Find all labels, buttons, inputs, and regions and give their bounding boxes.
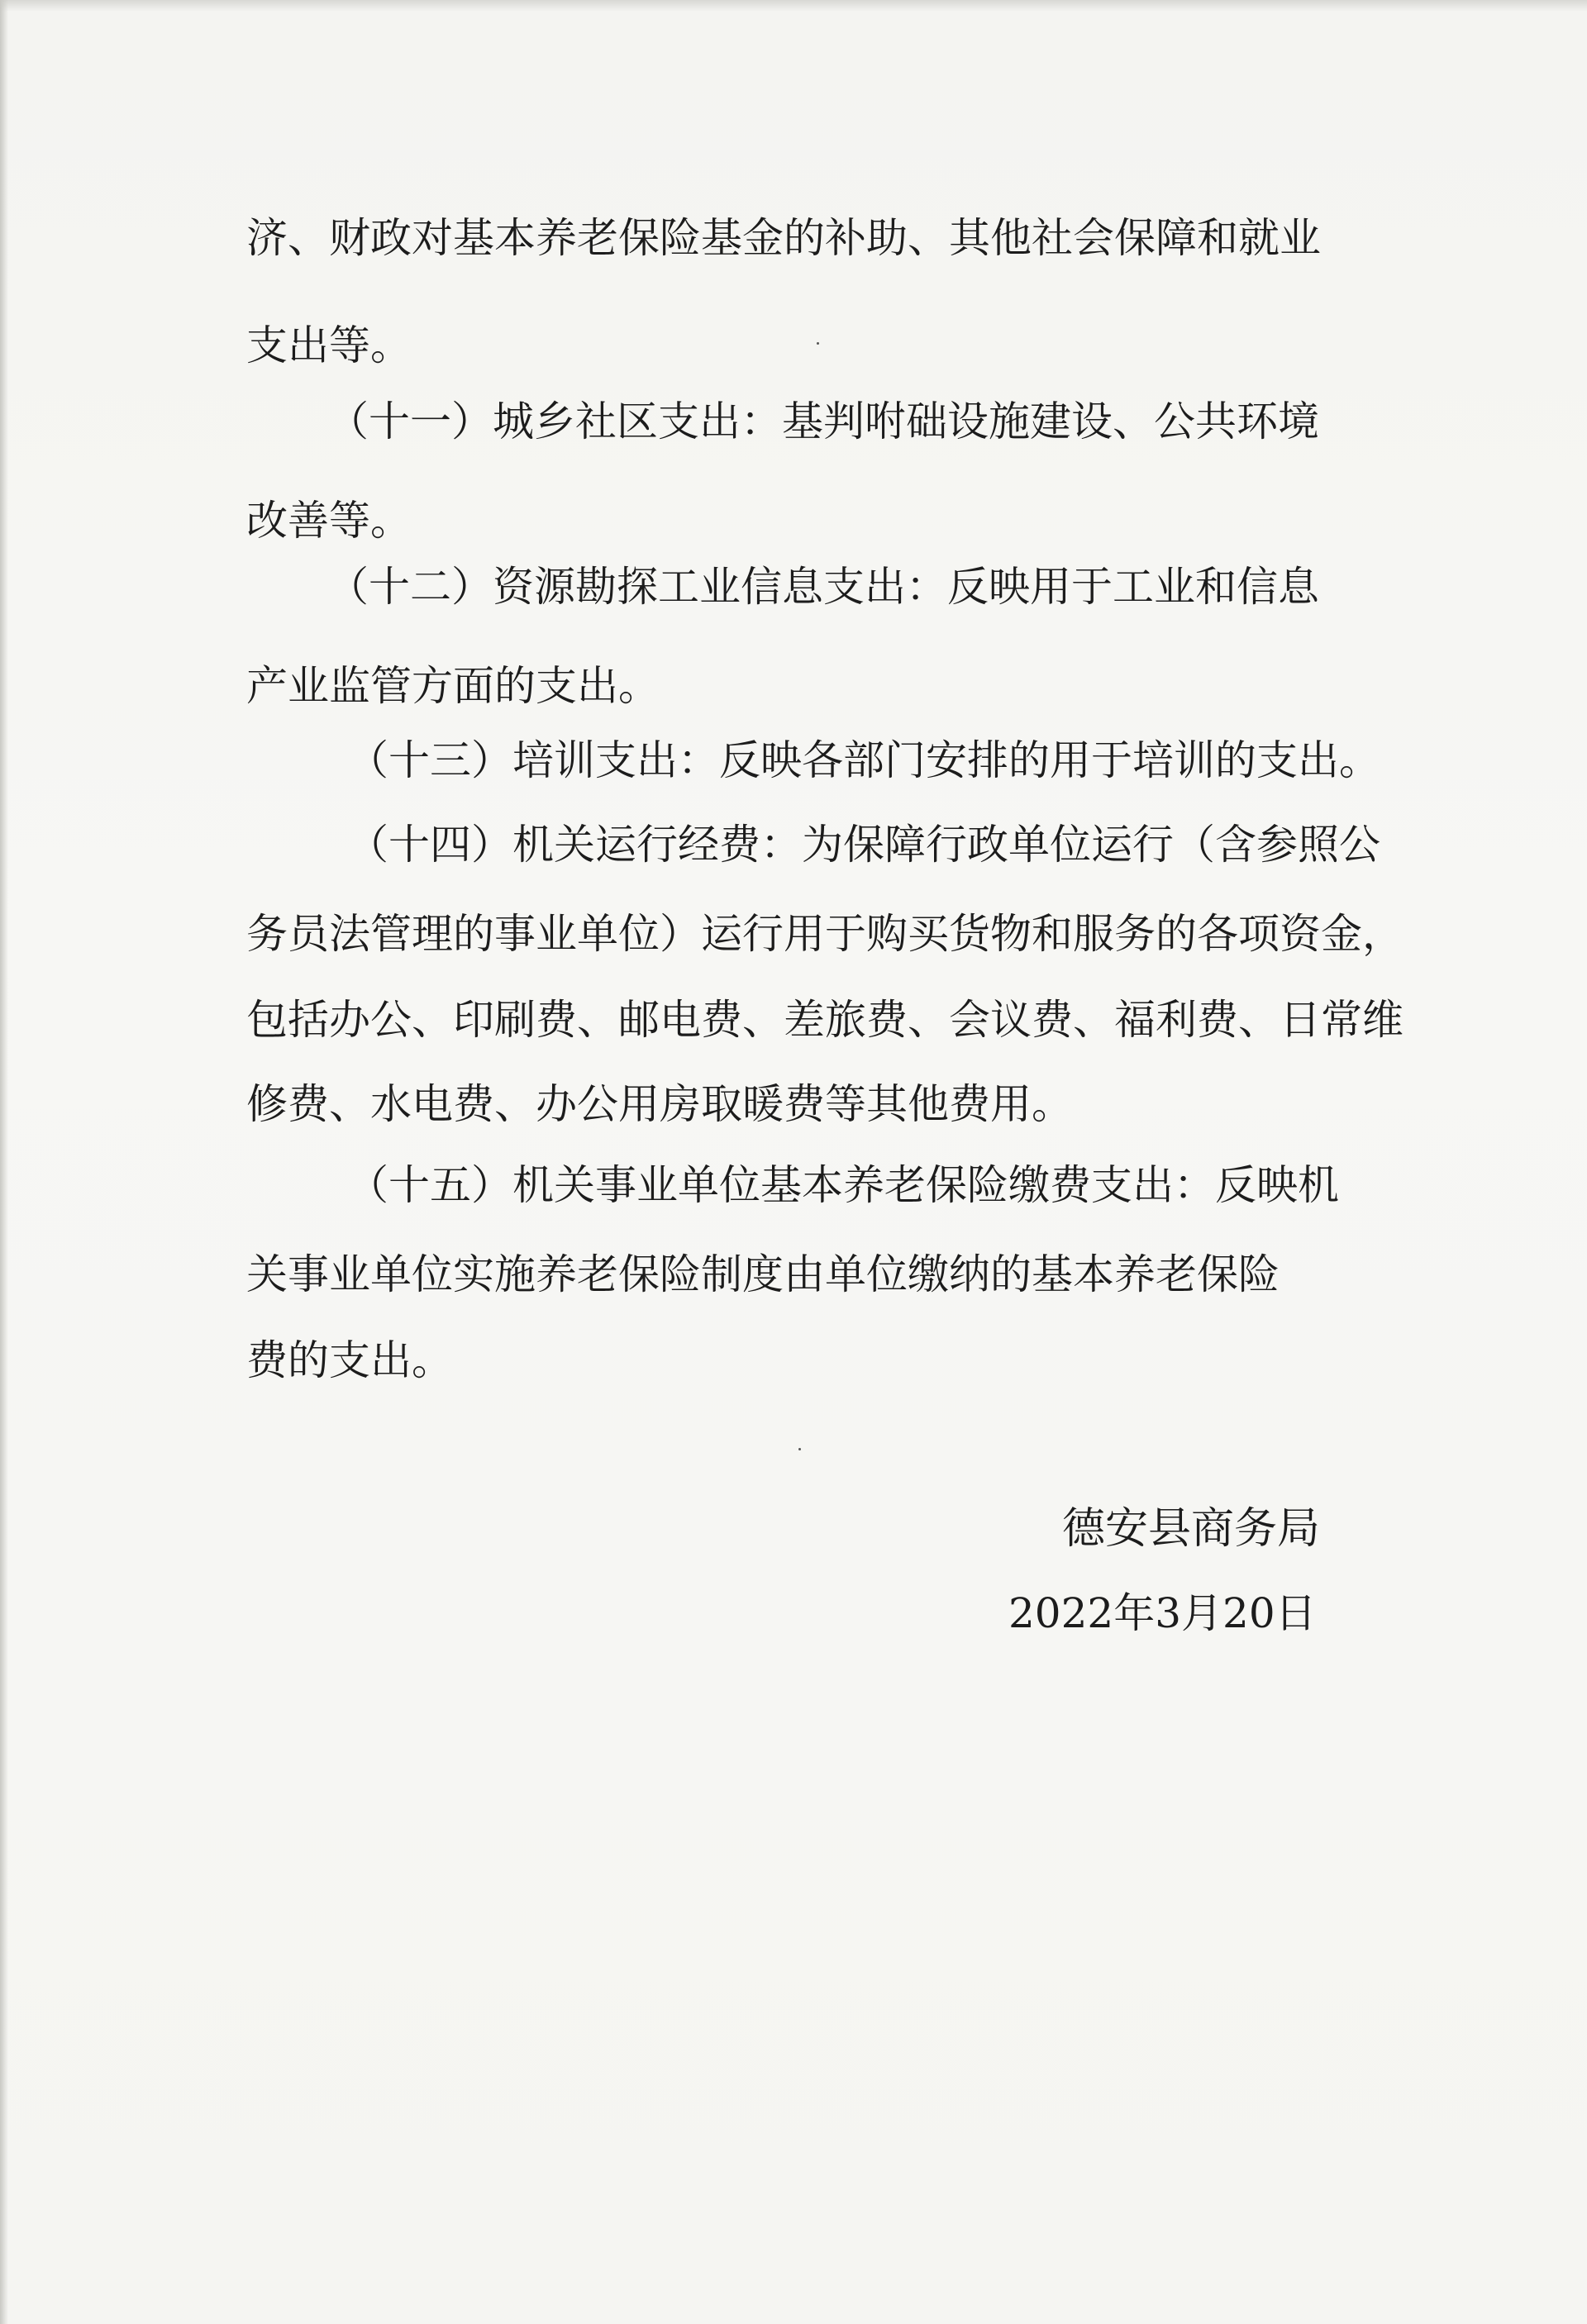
item-15-line-2: 关事业单位实施养老保险制度由单位缴纳的基本养老保险 [246, 1250, 1280, 1298]
paragraph-line-1: 济、财政对基本养老保险基金的补助、其他社会保障和就业 [246, 214, 1321, 262]
scan-speck [817, 342, 819, 345]
item-14-line-3: 包括办公、印刷费、邮电费、差旅费、会议费、福利费、日常维 [246, 996, 1404, 1044]
signature-organization: 德安县商务局 [1062, 1504, 1321, 1554]
signature-date: 2022年3月20日 [1008, 1589, 1317, 1637]
item-14-line-2: 务员法管理的事业单位）运行用于购买货物和服务的各项资金， [246, 910, 1404, 958]
item-12-line-2: 产业监管方面的支出。 [246, 662, 660, 710]
item-12-line-1: （十二）资源勘探工业信息支出：反映用于工业和信息 [327, 563, 1319, 611]
scan-left-edge [0, 0, 8, 2324]
scan-top-shadow [0, 0, 1587, 12]
item-13-line-1: （十三）培训支出：反映各部门安排的用于培训的支出。 [347, 736, 1380, 784]
scan-speck [798, 1448, 801, 1450]
item-15-line-1: （十五）机关事业单位基本养老保险缴费支出：反映机 [347, 1161, 1339, 1209]
item-11-line-1: （十一）城乡社区支出：基判咐础设施建设、公共环境 [327, 398, 1319, 445]
paragraph-line-2: 支出等。 [246, 321, 412, 369]
item-14-line-4: 修费、水电费、办公用房取暖费等其他费用。 [246, 1080, 1073, 1128]
item-15-line-3: 费的支出。 [246, 1336, 453, 1384]
item-11-line-2: 改善等。 [246, 497, 412, 545]
item-14-line-1: （十四）机关运行经费：为保障行政单位运行（含参照公 [347, 821, 1380, 869]
